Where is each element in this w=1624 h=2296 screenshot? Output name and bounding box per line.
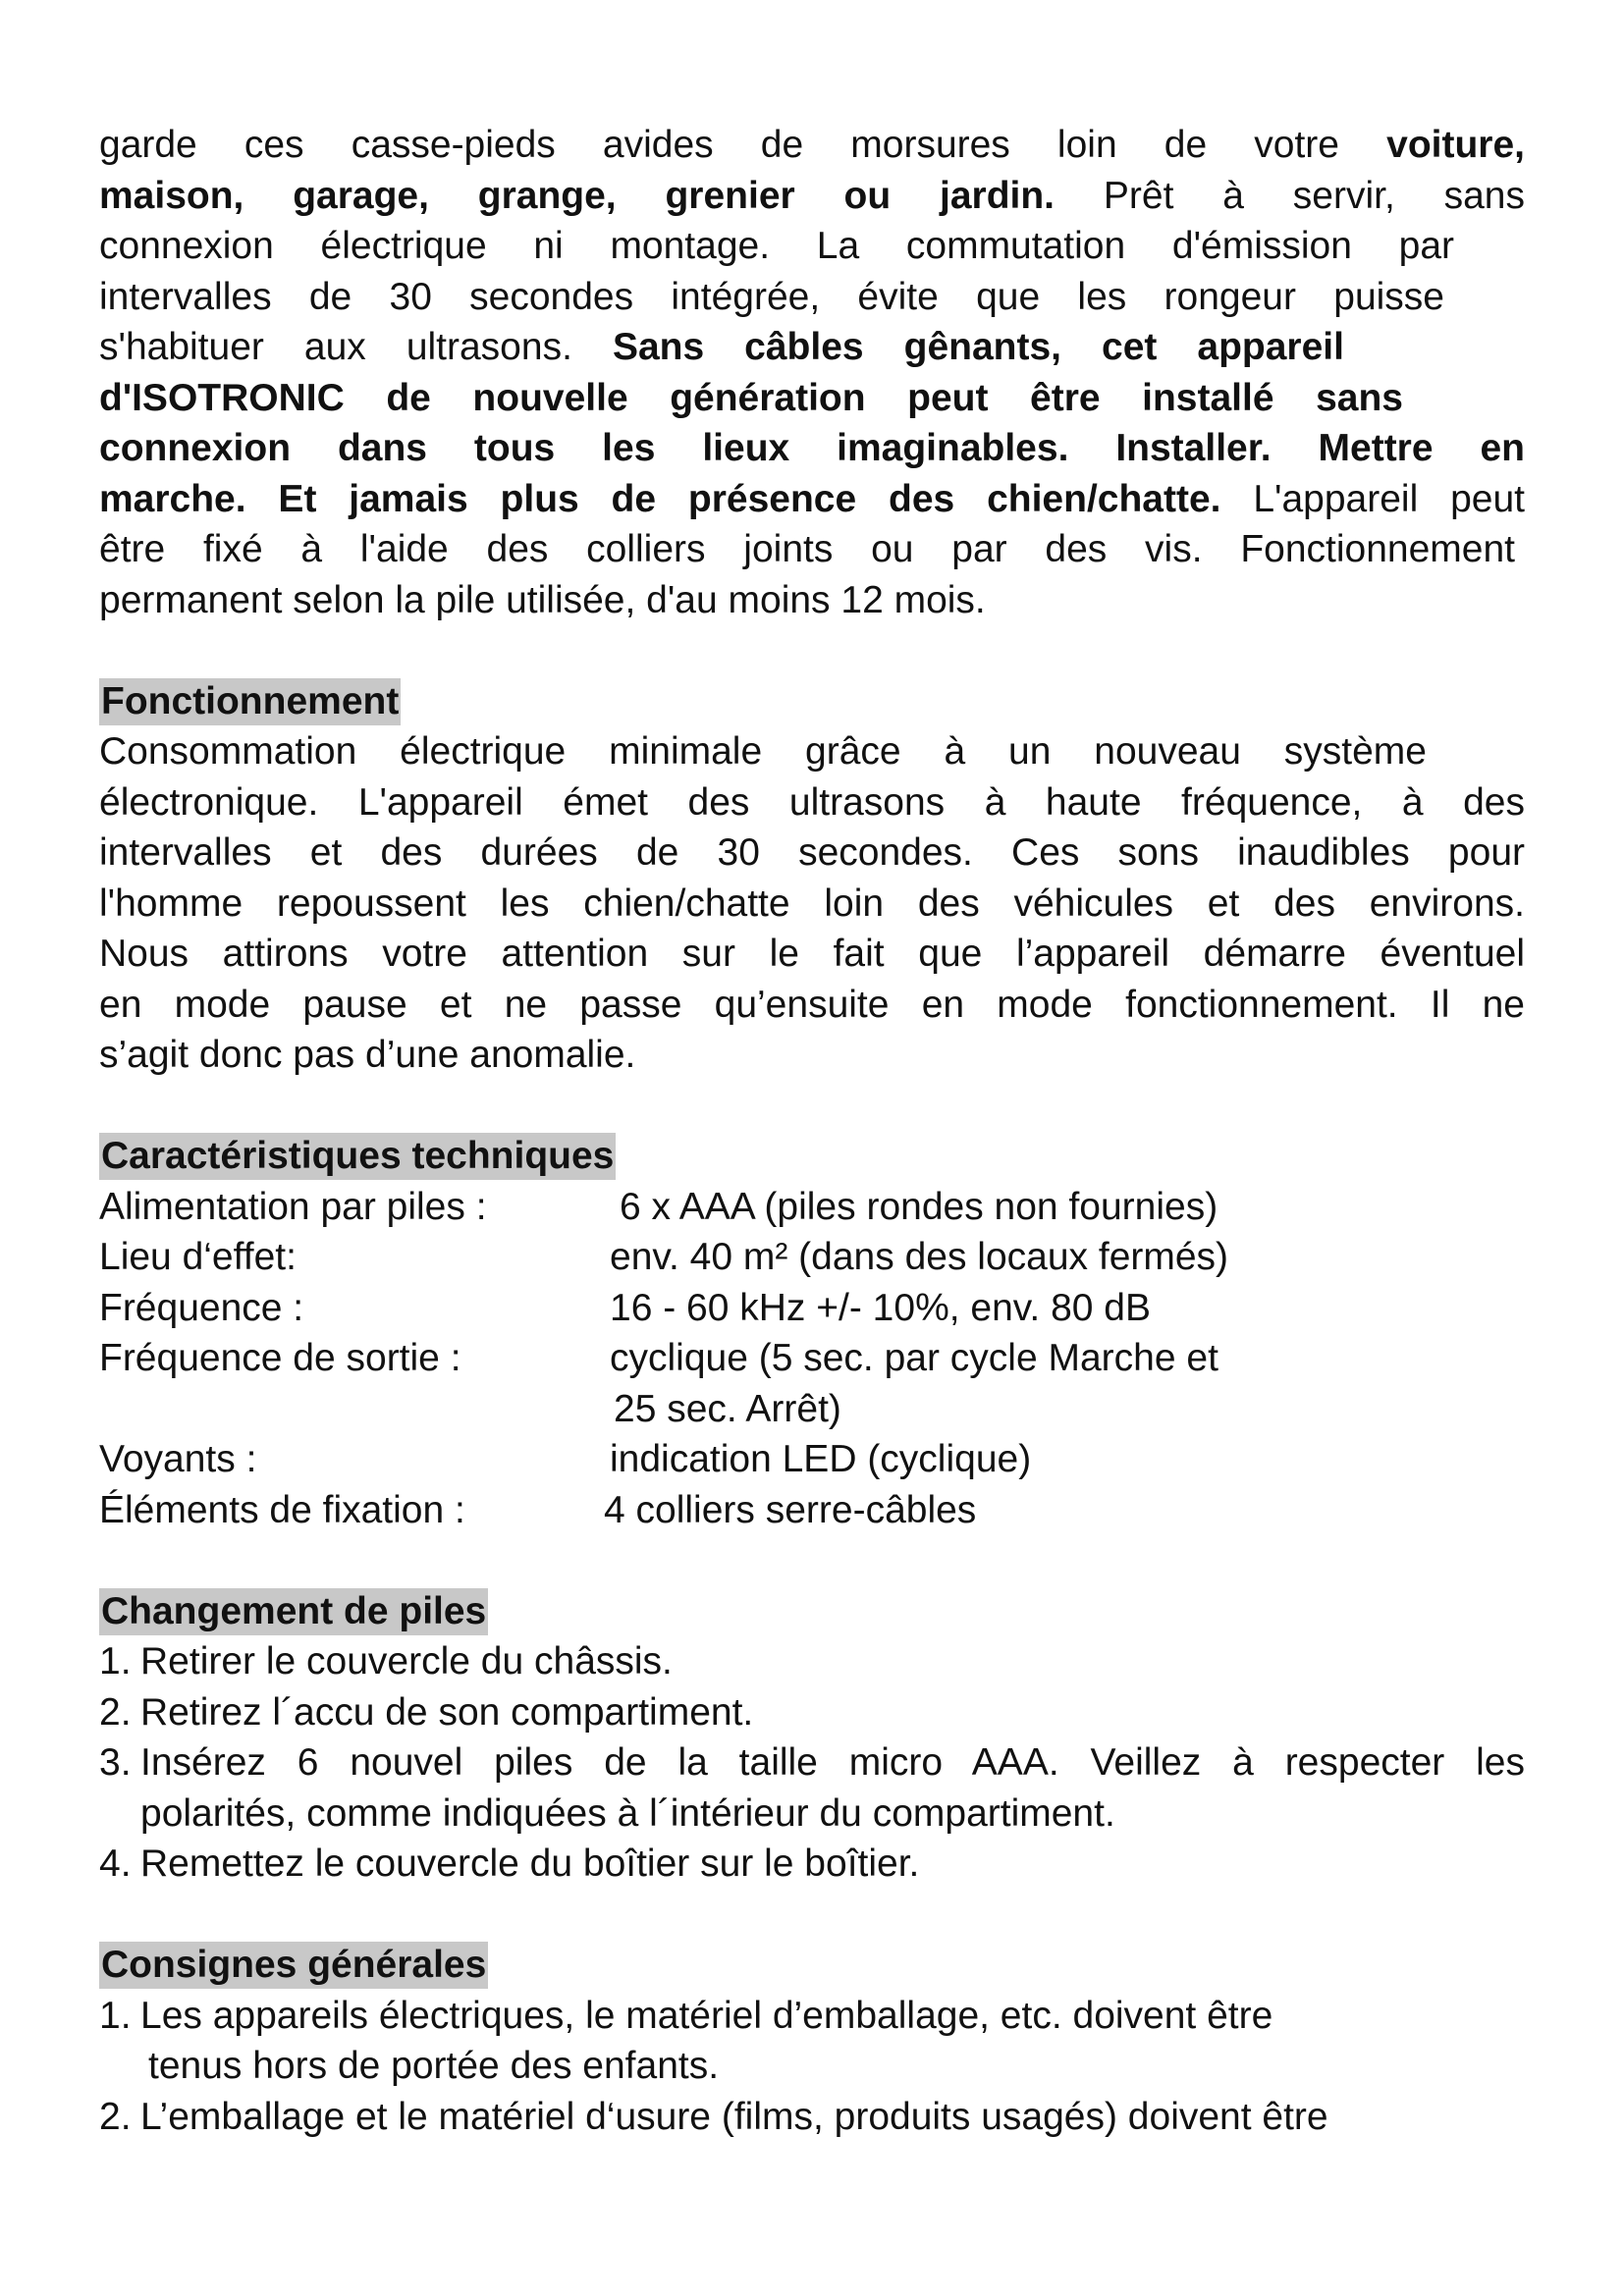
- intro-line-5: [99, 322, 1344, 373]
- list-item: [99, 1839, 1525, 1890]
- paragraph-line: Consommation électrique minimale grâce à un nouveau système: [99, 730, 1427, 773]
- paragraph-line: s’agit donc pas d’une anomalie.: [99, 1034, 636, 1076]
- list-item: [99, 1737, 1525, 1789]
- intro-line-2: [99, 171, 1525, 222]
- spacer: [99, 1081, 1525, 1132]
- paragraph-line: intervalles et des durées de 30 secondes. Ces sons inaudibles pour: [99, 831, 1525, 874]
- spec-value: indication LED (cyclique): [610, 1438, 1032, 1480]
- list-number: 4.: [99, 1842, 132, 1885]
- list-text-continued: tenus hors de portée des enfants.: [148, 2045, 720, 2087]
- spec-row: [99, 1333, 1525, 1384]
- intro-text: L'appareil peut: [1253, 477, 1525, 520]
- intro-bold-text: maison, garage, grange, grenier ou jardin.: [99, 174, 1056, 217]
- spec-row: [99, 1182, 1525, 1233]
- section-heading: Changement de piles: [99, 1588, 488, 1635]
- section-piles: [99, 1586, 1525, 1890]
- intro-text: s'habituer aux ultrasons.: [99, 326, 572, 368]
- section-heading: Consignes générales: [99, 1942, 488, 1989]
- intro-line-1: [99, 120, 1525, 171]
- spec-label: Fréquence de sortie :: [99, 1337, 461, 1379]
- spec-value: 16 - 60 kHz +/- 10%, env. 80 dB: [610, 1286, 1151, 1329]
- spec-label: Voyants :: [99, 1438, 257, 1480]
- spec-value: 4 colliers serre-câbles: [604, 1488, 977, 1531]
- list-number: 2.: [99, 1690, 132, 1734]
- spec-label: Lieu d‘effet:: [99, 1236, 297, 1278]
- intro-line-6: d'ISOTRONIC de nouvelle génération peut être installé sans: [99, 376, 1403, 419]
- spec-row: [99, 1232, 1525, 1283]
- paragraph-line: électronique. L'appareil émet des ultrasons à haute fréquence, à des: [99, 780, 1525, 824]
- list-number: 1.: [99, 1994, 132, 2037]
- spec-row: [99, 1283, 1525, 1334]
- document-page: [99, 120, 1525, 2142]
- list-text: Insérez 6 nouvel piles de la taille micro AAA. Veillez à respecter les: [140, 1741, 1525, 1784]
- list-text-continued: polarités, comme indiquées à l´intérieur du compartiment.: [140, 1791, 1115, 1835]
- intro-line-9: être fixé à l'aide des colliers joints ou par des vis. Fonctionnement: [99, 528, 1515, 570]
- intro-text: garde ces casse-pieds avides de morsures loin de votre: [99, 124, 1339, 166]
- intro-line-3: connexion électrique ni montage. La commutation d'émission par: [99, 225, 1454, 267]
- section-heading: Caractéristiques techniques: [99, 1133, 616, 1180]
- spec-value: 6 x AAA (piles rondes non fournies): [620, 1185, 1218, 1228]
- section-heading: Fonctionnement: [99, 678, 401, 725]
- intro-line-7: connexion dans tous les lieux imaginables. Installer. Mettre en: [99, 427, 1525, 469]
- intro-paragraph: [99, 120, 1525, 625]
- spec-value: cyclique (5 sec. par cycle Marche et: [610, 1337, 1218, 1379]
- paragraph-line: l'homme repoussent les chien/chatte loin des véhicules et des environs.: [99, 881, 1525, 925]
- list-text: Remettez le couvercle du boîtier sur le boîtier.: [140, 1842, 920, 1885]
- section-fonctionnement: [99, 676, 1525, 1081]
- paragraph-line: en mode pause et ne passe qu’ensuite en mode fonctionnement. Il ne: [99, 983, 1525, 1026]
- list-number: 1.: [99, 1640, 132, 1682]
- intro-bold-text: voiture,: [1386, 124, 1525, 166]
- spec-label: Fréquence :: [99, 1286, 304, 1329]
- spec-row: [99, 1384, 1525, 1435]
- section-specs: [99, 1131, 1525, 1535]
- list-item: [99, 1636, 1525, 1687]
- list-item: [99, 1991, 1525, 2042]
- intro-text: Prêt à servir, sans: [1103, 174, 1525, 217]
- spacer: [99, 625, 1525, 676]
- list-text: Les appareils électriques, le matériel d’emballage, etc. doivent être: [140, 1994, 1273, 2037]
- intro-line-4: intervalles de 30 secondes intégrée, évite que les rongeur puisse: [99, 275, 1444, 318]
- intro-bold-text: marche. Et jamais plus de présence des chien/chatte.: [99, 477, 1221, 520]
- spec-label: Éléments de fixation :: [99, 1488, 465, 1531]
- spec-label: Alimentation par piles :: [99, 1185, 487, 1228]
- spec-value: env. 40 m² (dans des locaux fermés): [610, 1236, 1229, 1278]
- spacer: [99, 1890, 1525, 1941]
- section-consignes: [99, 1940, 1525, 2142]
- spacer: [99, 1535, 1525, 1586]
- list-text: Retirez l´accu de son compartiment.: [140, 1690, 754, 1734]
- list-text: Retirer le couvercle du châssis.: [140, 1640, 673, 1682]
- list-text: L’emballage et le matériel d‘usure (films, produits usagés) doivent être: [140, 2095, 1328, 2138]
- intro-bold-text: Sans câbles gênants, cet appareil: [612, 326, 1344, 368]
- list-item: [99, 2092, 1525, 2143]
- spec-label: [99, 1384, 610, 1435]
- list-number: 2.: [99, 2095, 132, 2138]
- list-item: [99, 1687, 1525, 1738]
- intro-line-8: [99, 474, 1525, 525]
- spec-row: [99, 1434, 1525, 1485]
- paragraph-line: Nous attirons votre attention sur le fait que l’appareil démarre éventuel: [99, 933, 1525, 975]
- spec-row: [99, 1485, 1525, 1536]
- list-number: 3.: [99, 1741, 132, 1784]
- spec-value: 25 sec. Arrêt): [614, 1387, 841, 1430]
- intro-line-10: permanent selon la pile utilisée, d'au moins 12 mois.: [99, 578, 986, 621]
